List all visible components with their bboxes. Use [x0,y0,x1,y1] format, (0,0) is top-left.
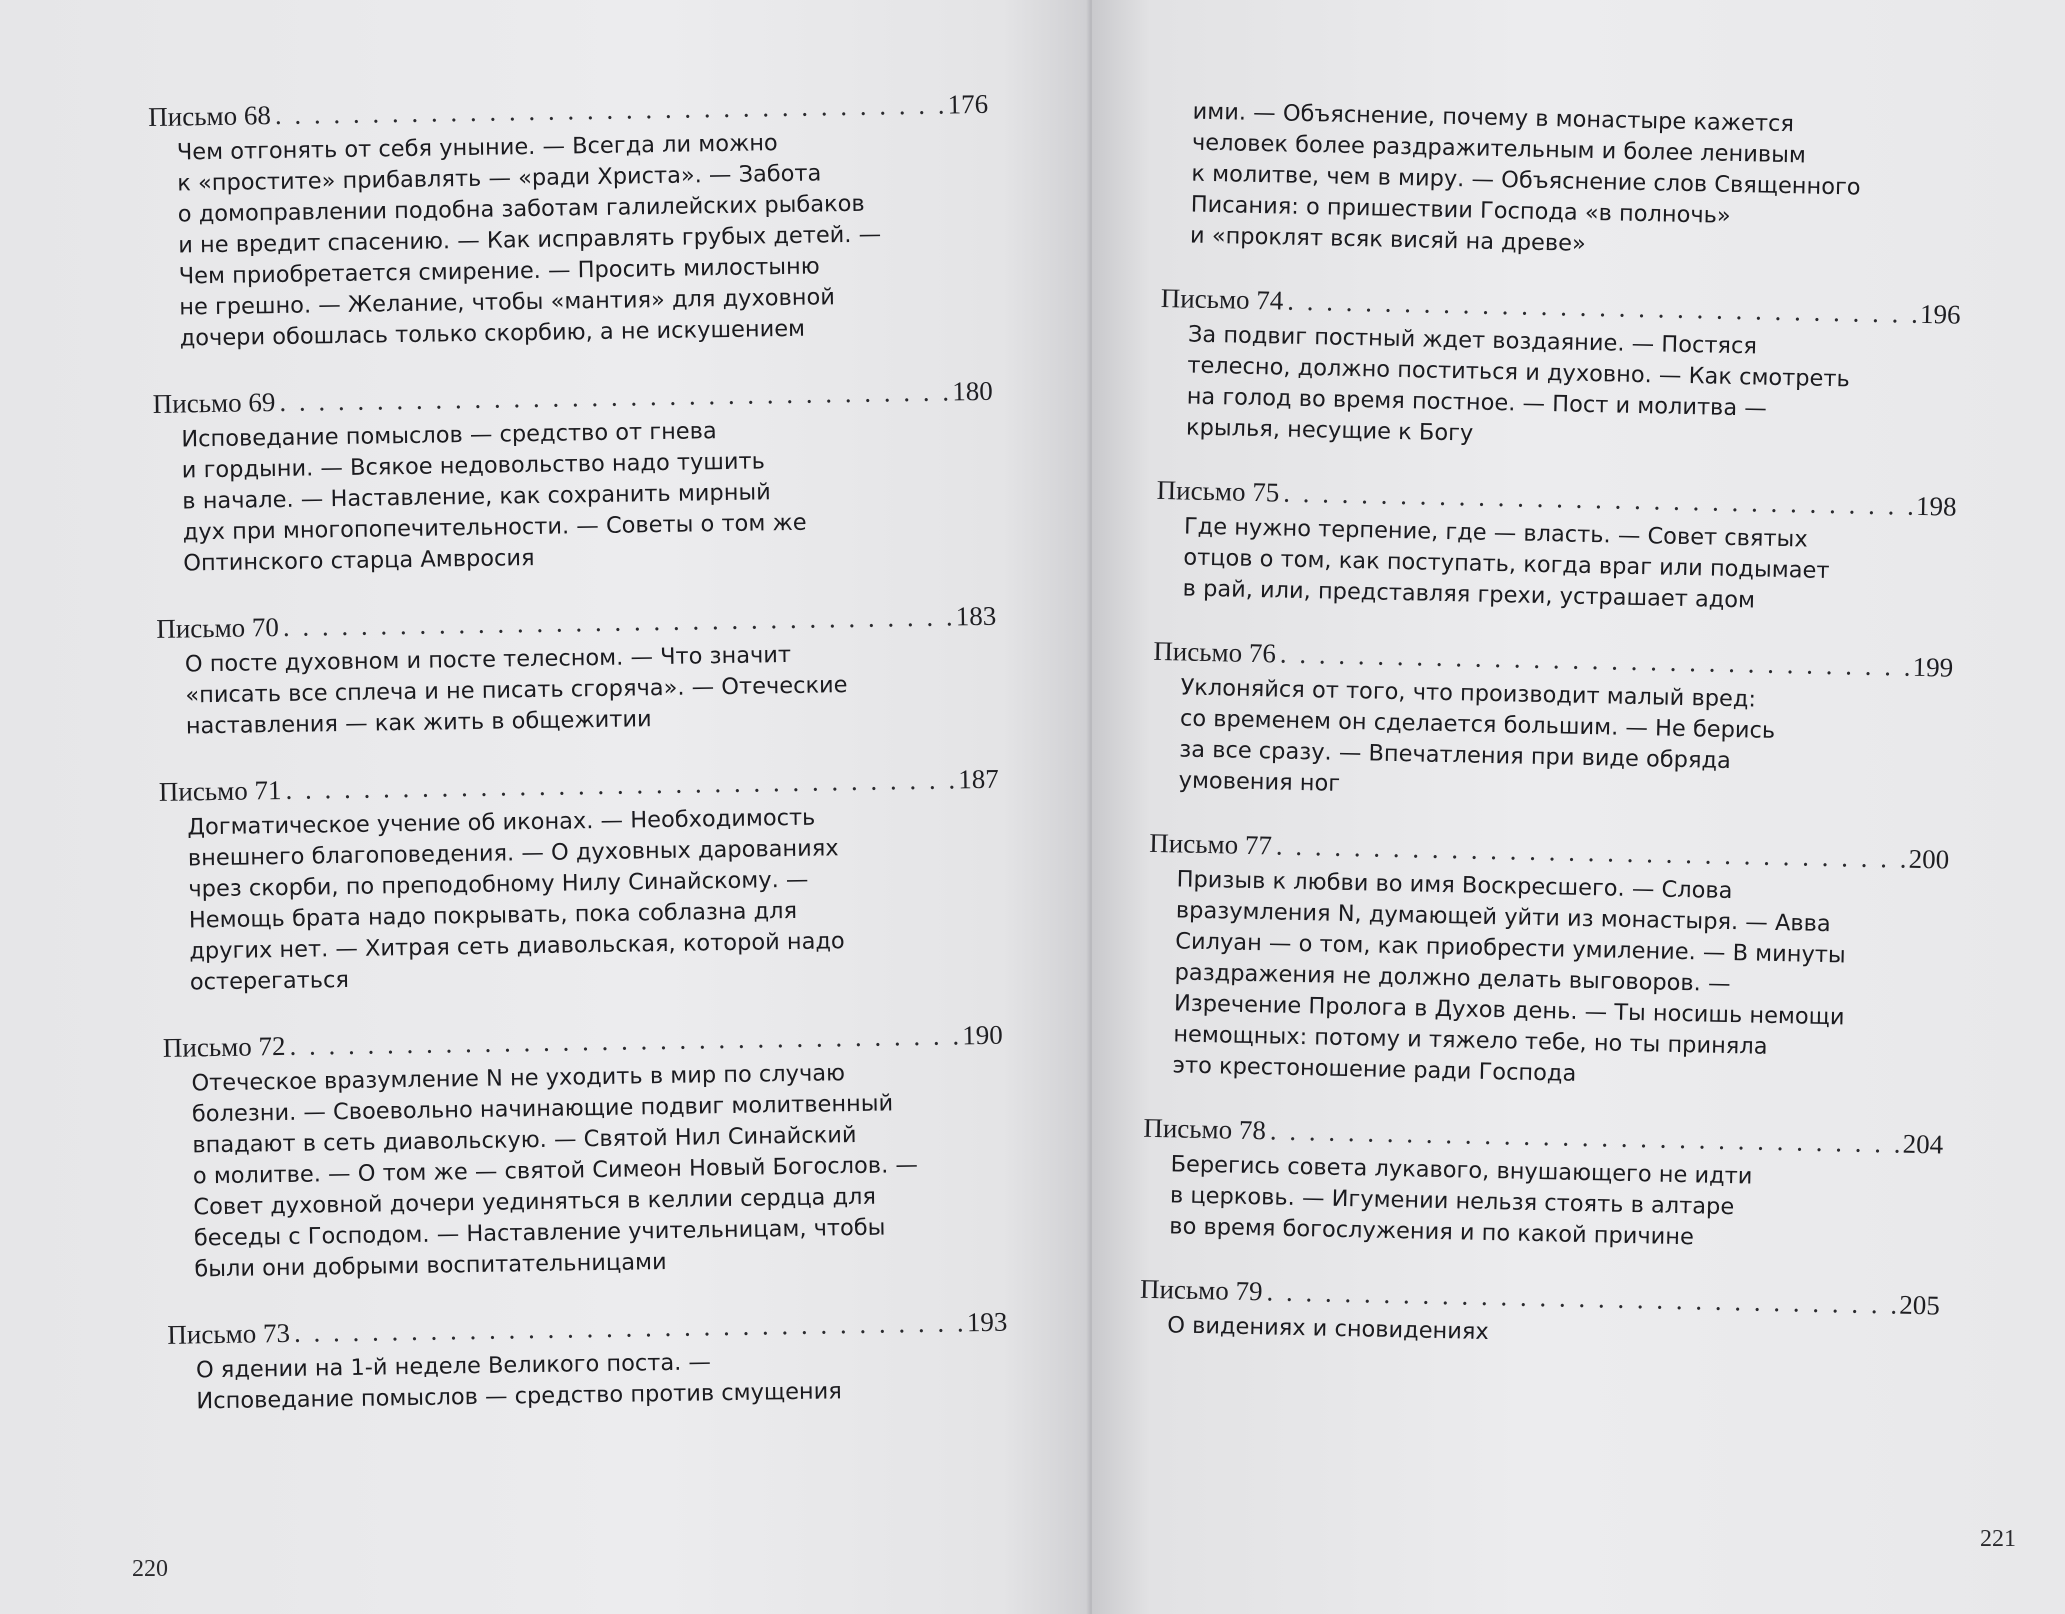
description-line: Изречение Пролога в Духов день. — Ты носишь немощи [1173,990,1845,1031]
description-line: Уклоняйся от того, что производит малый вред: [1180,674,1757,713]
description-line: Чем отгонять от себя уныние. — Всегда ли можно [176,130,778,166]
toc-entry-letter-78 [1141,1111,1944,1259]
entry-page-number: 180 [951,375,993,407]
toc-entry-letter-77 [1144,826,1949,1098]
description-line: крылья, несущие к Богу [1185,414,1474,447]
entry-title: Письмо 75 [1156,474,1280,508]
entry-title: Письмо 73 [167,1317,291,1350]
description-line: и «проклят всяк висяй на древе» [1189,222,1587,257]
entry-page-number: 199 [1912,651,1954,683]
entry-description [177,125,992,355]
entry-title: Письмо 71 [158,774,282,807]
entry-page-number: 187 [958,763,1000,795]
entry-description [1169,1149,1943,1258]
description-line: Совет духовной дочери уединяться в келлии сердца для [193,1183,877,1221]
description-line: впадают в сеть диавольскую. — Святой Нил Синайский [192,1122,857,1159]
description-line: Силуан — о том, как приобрести умиление. — В минуты [1175,928,1846,969]
description-line: и не вредит спасению. — Как исправлять грубых детей. — [178,221,882,259]
toc-entry-letter-70 [156,599,998,743]
entry-title: Письмо 68 [148,100,272,132]
description-line: Исповедание помыслов — средство от гнева [181,418,717,453]
description-line: Оптинского старца Амвросия [183,544,535,577]
toc-entry-letter-74 [1158,281,1961,460]
entry-description [1182,511,1956,620]
description-line: на голод во время постное. — Пост и молитва — [1186,383,1768,422]
dot-leader [279,374,948,419]
entry-description [1186,320,1960,460]
description-line: внешнего благоповедения. — О духовных дарованиях [187,835,839,872]
toc-entry-letter-76 [1150,634,1953,813]
description-line: дочери обошлась только скорбию, а не искушением [179,315,806,352]
description-line: это крестоношение ради Господа [1172,1052,1577,1087]
entry-description [185,637,998,743]
description-line: О ядении на 1-й неделе Великого поста. — [195,1349,712,1384]
description-line: в церковь. — Игумении нельзя стоять в алтаре [1169,1182,1735,1221]
description-line: и гордыни. — Всякое недовольство надо тушить [181,448,766,484]
description-line: остерегаться [189,966,350,996]
entry-title: Письмо 79 [1139,1273,1263,1307]
entry-description [191,1056,1006,1286]
entry-description [181,412,995,580]
description-line: умовения ног [1178,767,1341,797]
toc-entry-letter-71 [159,762,1002,999]
description-line: к молитве, чем в миру. — Объяснение слов Священного [1191,160,1861,201]
entry-page-number: 176 [947,88,989,120]
entry-description [1172,864,1948,1097]
entry-page-number: 204 [1902,1128,1944,1160]
entry-page-number: 200 [1908,843,1950,875]
description-line: во время богослужения и по какой причине [1169,1213,1695,1251]
description-line: Писания: о пришествии Господа «в полночь» [1190,191,1731,229]
description-line: отцов о том, как поступать, когда враг или подымает [1183,544,1830,585]
description-line: в рай, или, представляя грехи, устрашает адом [1182,575,1756,614]
right-page-toc [1139,96,1965,1357]
entry-title: Письмо 76 [1153,635,1277,669]
description-line: о молитве. — О том же — святой Симеон Новый Богослов. — [192,1152,919,1190]
entry-page-number: 198 [1915,490,1957,522]
description-line: Призыв к любви во имя Воскресшего. — Слова [1176,866,1733,905]
description-line: не грешно. — Желание, чтобы «мантия» для духовной [179,284,836,321]
description-line: Где нужно терпение, где — власть. — Совет святых [1183,513,1808,553]
entry-title: Письмо 74 [1160,282,1284,316]
description-line: О посте духовном и посте телесном. — Что значит [184,641,792,678]
description-line: чрез скорби, по преподобному Нилу Синайскому. — [188,866,809,903]
description-line: Чем приобретается смирение. — Просить милостыню [178,253,820,290]
description-line: Исповедание помыслов — средство против смущения [196,1378,843,1415]
toc-entry-letter-69 [153,374,996,580]
entry-title: Письмо 78 [1143,1112,1267,1146]
entry-page-number: 183 [955,600,997,632]
entry-title: Письмо 77 [1149,827,1273,861]
description-line: к «простите» прибавлять — «ради Христа». — Забота [177,160,822,197]
description-line: беседы с Господом. — Наставление учительницам, чтобы [193,1214,886,1252]
entry-title: Письмо 69 [152,387,276,419]
description-line: О видениях и сновидениях [1166,1312,1490,1346]
description-line: ими. — Объяснение, почему в монастыре кажется [1192,98,1795,138]
toc-entry-letter-72 [163,1018,1007,1286]
toc-entry-letter-68 [148,87,992,355]
dot-leader [294,1305,963,1350]
toc-entry-letter-75 [1154,473,1957,621]
entry-title: Письмо 72 [162,1030,286,1063]
description-line: телесно, должно поститься и духовно. — Как смотреть [1187,352,1851,393]
dot-leader [289,1018,958,1063]
page-number-right: 221 [1980,1526,2016,1552]
description-line: за все сразу. — Впечатления при виде обряда [1179,736,1732,774]
description-line: За подвиг постный ждет воздаяние. — Постяся [1187,321,1758,360]
description-line: болезни. — Своевольно начинающие подвиг молитвенный [191,1090,894,1128]
left-page-toc [148,87,1009,1418]
description-line: дух при многопопечительности. — Советы о том же [182,509,807,546]
toc-entry-letter-73 [167,1305,1008,1418]
dot-leader [285,762,954,807]
description-line: были они добрыми воспитательницами [194,1248,667,1283]
entry-description [196,1343,1009,1418]
entry-page-number: 190 [962,1019,1004,1051]
description-line: «писать все сплеча и не писать сгоряча». — Отеческие [185,672,848,709]
description-line: о домоправлении подобна заботам галилейских рыбаков [177,190,865,228]
description-line: со временем он сделается большим. — Не берись [1179,705,1776,744]
description-line: вразумления N, думающей уйти из монастыря. — Авва [1175,897,1831,938]
description-line: Отеческое вразумление N не уходить в мир по случаю [191,1060,846,1097]
description-line: наставления — как жить в общежитии [185,706,652,740]
entry-title: Письмо 70 [156,612,280,644]
description-line: других нет. — Хитрая сеть диавольская, которой надо [189,928,845,965]
entry-page-number: 205 [1899,1289,1941,1321]
dot-leader [283,599,952,644]
entry-description [1178,672,1952,812]
description-line: раздражения не должно делать выговоров. — [1174,959,1731,998]
description-line: немощных: потому и тяжело тебе, но ты приняла [1173,1021,1768,1060]
entry-description [187,800,1002,999]
description-line: Догматическое учение об иконах. — Необходимость [187,804,816,841]
description-line: Немощь брата надо покрывать, пока соблазна для [188,897,798,934]
entry-page-number: 193 [966,1306,1008,1338]
description-line: Берегись совета лукавого, внушающего не идти [1170,1151,1753,1190]
continuation-description [1190,97,1965,268]
description-line: в начале. — Наставление, как сохранить мирный [182,479,772,515]
page-number-left: 220 [132,1556,168,1582]
dot-leader [275,88,944,133]
description-line: человек более раздражительным и более ленивым [1191,129,1807,169]
entry-page-number: 196 [1919,298,1961,330]
